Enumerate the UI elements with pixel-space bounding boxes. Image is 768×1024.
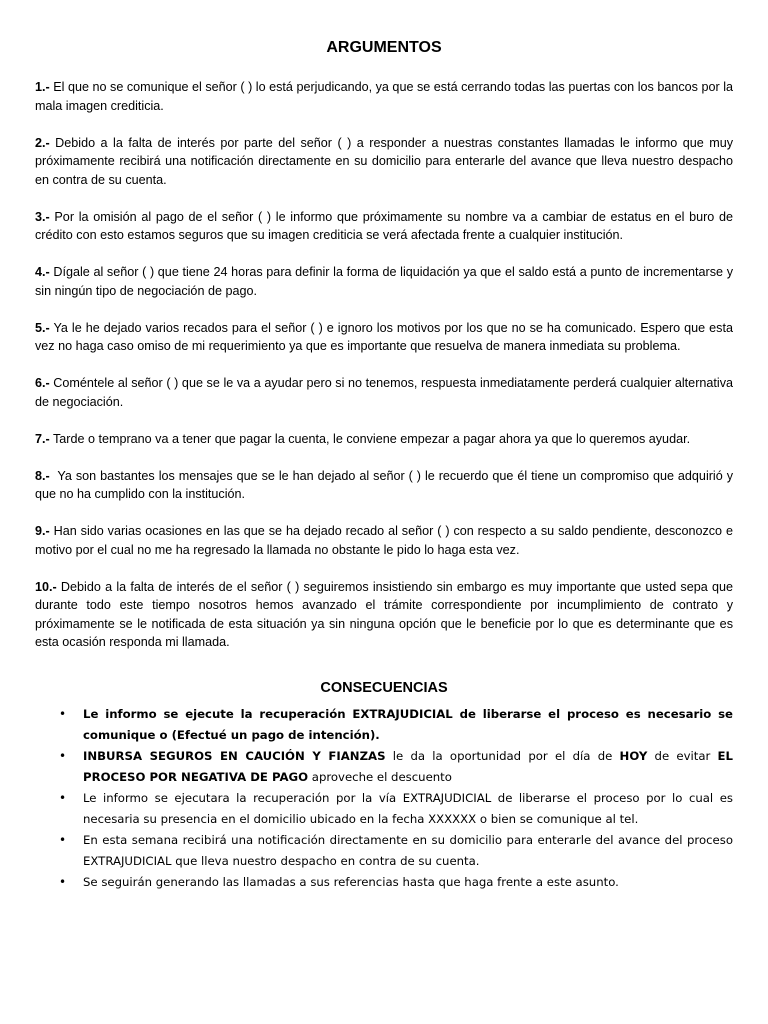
bullet-icon: • <box>59 875 67 889</box>
argument-number: 7.- <box>35 431 50 446</box>
consequence-text: Le informo se ejecutara la recuperación por la vía EXTRAJUDICIAL de liberarse el proceso por lo cual es necesaria su presencia en el domicilio ubicado en la fecha XXXXXX o bien se comunique al tel. <box>83 791 733 826</box>
argument-number: 10.- <box>35 579 57 594</box>
company-name: INBURSA SEGUROS EN CAUCIÓN Y FIANZAS <box>83 749 386 763</box>
argument-text: El que no se comunique el señor ( ) lo está perjudicando, ya que se está cerrando todas las puertas con los bancos por la mala imagen crediticia. <box>35 80 733 113</box>
consequence-item <box>35 704 733 746</box>
argument-text: Han sido varias ocasiones en las que se ha dejado recado al señor ( ) con respecto a su saldo pendiente, desconozco e motivo por el cual no me ha regresado la llamada no obstante le pido lo haga esta vez. <box>35 524 733 557</box>
argument-item <box>35 430 733 449</box>
argument-item <box>35 78 733 115</box>
arguments-list <box>35 78 737 652</box>
argument-item <box>35 263 733 300</box>
document-title: ARGUMENTOS <box>326 39 442 56</box>
consequence-text: Le informo se ejecute la recuperación EXTRAJUDICIAL de liberarse el proceso es necesario se comunique o (Efectué un pago de intención). <box>83 707 733 742</box>
consequence-text: aproveche el descuento <box>308 770 452 784</box>
argument-text: Coméntele al señor ( ) que se le va a ayudar pero si no tenemos, respuesta inmediatamente perderá cualquier alternativa de negociación. <box>35 376 733 409</box>
argument-item <box>35 467 737 504</box>
argument-item <box>35 578 733 652</box>
consequence-item <box>35 830 733 872</box>
consequence-item <box>35 872 733 893</box>
bullet-icon: • <box>59 833 67 847</box>
bullet-icon: • <box>59 749 67 763</box>
argument-text: Debido a la falta de interés de el señor ( ) seguiremos insistiendo sin embargo es muy importante que usted sepa que durante todo este tiempo nosotros hemos avanzado el trámite correspondiente por incumplimiento de contrato y próximamente se le notificada de esta situación ya sin ninguna opción que le beneficie por lo que es determinante que es esta ocasión responda mi llamada. <box>35 579 733 649</box>
consequence-item <box>35 788 733 830</box>
consequence-text: En esta semana recibirá una notificación directamente en su domicilio para enterarle del avance del proceso EXTRAJUDICIAL que lleva nuestro despacho en contra de su cuenta. <box>83 833 733 868</box>
bullet-icon: • <box>59 707 67 721</box>
argument-item <box>35 319 733 356</box>
argument-number: 5.- <box>35 320 50 335</box>
consequences-list <box>35 704 733 893</box>
argument-number: 9.- <box>35 524 50 538</box>
argument-text: Tarde o temprano va a tener que pagar la cuenta, le conviene empezar a pagar ahora ya que lo queremos ayudar. <box>49 431 691 446</box>
argument-item <box>35 134 733 190</box>
consequences-title: CONSECUENCIAS <box>320 680 448 696</box>
argument-number: 2.- <box>35 135 50 150</box>
consequence-item <box>35 746 733 788</box>
argument-text: Ya son bastantes los mensajes que se le han dejado al señor ( ) le recuerdo que él tiene un compromiso que adquirió y que no ha cumplido con la institución. <box>35 468 737 501</box>
consequence-text: Se seguirán generando las llamadas a sus referencias hasta que haga frente a este asunto. <box>83 875 619 889</box>
argument-text: Dígale al señor ( ) que tiene 24 horas para definir la forma de liquidación ya que el saldo está a punto de incrementarse y sin ningún tipo de negociación de pago. <box>35 265 733 298</box>
today-emphasis: HOY <box>619 749 648 763</box>
argument-text: Por la omisión al pago de el señor ( ) le informo que próximamente su nombre va a cambiar de estatus en el buro de crédito con esto estamos seguros que su imagen crediticia se verá afectada frente a cualquier institución. <box>35 209 733 242</box>
consequence-text: de evitar <box>647 749 718 763</box>
argument-item <box>35 374 733 411</box>
argument-number: 1.- <box>35 80 50 94</box>
consequence-text: le da la oportunidad por el día de <box>385 749 620 763</box>
argument-number: 4.- <box>35 265 50 279</box>
argument-item <box>35 208 733 245</box>
argument-number: 8.- <box>35 468 50 483</box>
bullet-icon: • <box>59 791 67 805</box>
argument-text: Debido a la falta de interés por parte del señor ( ) a responder a nuestras constantes llamadas le informo que muy próximamente recibirá una notificación directamente en su domicilio para enterarle del avance que lleva nuestro despacho en contra de su cuenta. <box>35 135 733 187</box>
argument-number: 3.- <box>35 209 50 224</box>
argument-item <box>35 522 733 559</box>
argument-number: 6.- <box>35 376 50 390</box>
process-emphasis: EL PROCESO POR NEGATIVA DE PAGO <box>83 749 733 784</box>
argument-text: Ya le he dejado varios recados para el señor ( ) e ignoro los motivos por los que no se ha comunicado. Espero que esta vez no haga caso omiso de mi requerimiento ya que es importante que resuelva de manera inmediata su problema. <box>35 320 733 353</box>
